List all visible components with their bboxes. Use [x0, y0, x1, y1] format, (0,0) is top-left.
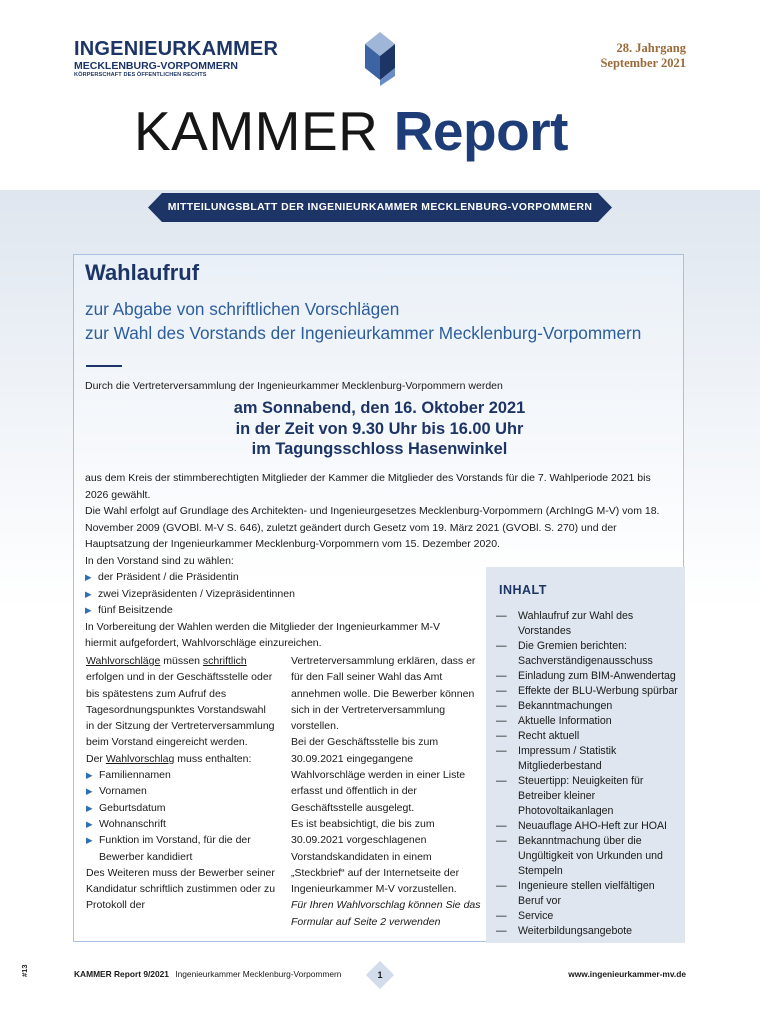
body-paragraph: Die Wahl erfolgt auf Grundlage des Architekten- und Ingenieurgesetzes Mecklenburg-Vorpommern (ArchIngG M-V) vom 18. November 2009 (GVOBl. M-V S. 646), zuletzt geändert durch Gesetz vom 19. März 2021 (GVOBl. S. 270) und der Hauptsatzung der Ingenieurkammer Mecklenburg-Vorpommern vom 15. Dezember 2020. [85, 505, 660, 550]
masthead-banner [148, 193, 612, 222]
column-paragraph: Es ist beabsichtigt, die bis zum 30.09.2021 vorgeschlagenen Vorstandskandidaten in einem „Steckbrief“ auf der Internetseite der Ingenieurkammer M-V vorzustellen. [291, 817, 460, 896]
toc-title: INHALT [499, 583, 547, 597]
triangle-bullet-icon: ▶ [86, 835, 93, 846]
issue-date: September 2021 [600, 56, 686, 70]
article-subtitle-line1: zur Abgabe von schriftlichen Vorschlägen [85, 299, 400, 319]
list-item: ▶ Vornamen [86, 783, 276, 799]
brand-name: INGENIEURKAMMER [74, 38, 279, 60]
footer-issue: KAMMER Report 9/2021 [74, 969, 169, 979]
triangle-bullet-icon: ▶ [86, 770, 93, 781]
proposal-requirements-list [86, 767, 276, 865]
article-subtitle [85, 297, 641, 345]
brand-block [74, 38, 278, 79]
list-item: ▶ Geburtsdatum [86, 800, 276, 816]
column-paragraph: Der Wahlvorschlag muss enthalten: [86, 752, 252, 765]
toc-item[interactable]: — Einladung zum BIM-Anwendertag [496, 670, 676, 682]
list-item: ▶ fünf Beisitzende [85, 602, 675, 619]
list-item: ▶ der Präsident / die Präsidentin [85, 569, 675, 586]
masthead-title [134, 98, 568, 164]
column-paragraph: Wahlvorschläge müssen schriftlich erfolgen und in der Geschäftsstelle oder bis spätestens zum Aufruf des Tagesordnungspunktes Vorstandswahl in der Sitzung der Vertreterversammlung beim Vorstand eingereicht werden. [86, 655, 275, 749]
column-paragraph: Bei der Geschäftsstelle bis zum 30.09.2021 eingegangene Wahlvorschläge werden in einer Liste erfasst und öffentlich in der Geschäftsstelle ausgelegt. [291, 736, 466, 814]
chamber-logo-icon [365, 32, 395, 86]
masthead-word-kammer: KAMMER [134, 100, 379, 162]
article-column-right [291, 653, 485, 930]
brand-legal-form: KÖRPERSCHAFT DES ÖFFENTLICHEN RECHTS [74, 72, 207, 78]
toc-item[interactable]: — Ingenieure stellen vielfältigen Beruf vor [496, 880, 655, 907]
issue-year: 28. Jahrgang [616, 41, 686, 55]
toc-item[interactable]: — Bekanntmachung über die Ungültigkeit von Urkunden und Stempeln [496, 835, 663, 877]
page-number-text: 1 [377, 970, 383, 980]
column-paragraph: Vertreterversammlung erklären, dass er für den Fall seiner Wahl das Amt annehmen wolle. Die Bewerber können sich in der Vertreterversammlung vorstellen. [291, 655, 476, 733]
list-item: ▶ Wohnanschrift [86, 816, 276, 832]
toc-item[interactable]: — Bekanntmachungen [496, 700, 613, 712]
masthead-word-report: Report [393, 100, 568, 162]
toc-item[interactable]: — Recht aktuell [496, 730, 580, 742]
footer-publisher: Ingenieurkammer Mecklenburg-Vorpommern [175, 969, 342, 979]
election-highlight [74, 398, 685, 460]
body-paragraph: In Vorbereitung der Wahlen werden die Mitglieder der Ingenieurkammer M-V hiermit aufgefordert, Wahlvorschläge einzureichen. [85, 620, 441, 649]
page-side-id: #13 [20, 964, 29, 977]
triangle-bullet-icon: ▶ [86, 786, 93, 797]
election-date: am Sonnabend, den 16. Oktober 2021 [233, 399, 526, 417]
footer-publication [74, 969, 341, 979]
title-divider [86, 365, 122, 367]
table-of-contents [486, 567, 685, 943]
toc-item[interactable]: — Impressum / Statistik Mitgliederbestand [496, 745, 617, 772]
article-column-left [86, 653, 276, 914]
body-paragraph: aus dem Kreis der stimmberechtigten Mitglieder der Kammer die Mitglieder des Vorstands für die 7. Wahlperiode 2021 bis 2026 gewählt. [85, 472, 651, 501]
toc-item[interactable]: — Neuauflage AHO-Heft zur HOAI [496, 820, 667, 832]
toc-item[interactable]: — Service [496, 910, 554, 922]
election-time: in der Zeit von 9.30 Uhr bis 16.00 Uhr [235, 419, 524, 438]
toc-list [496, 609, 682, 939]
page-number [367, 962, 393, 988]
column-paragraph-italic: Für Ihren Wahlvorschlag können Sie das Formular auf Seite 2 verwenden [291, 899, 481, 928]
toc-item[interactable]: — Die Gremien berichten: Sachverständigenausschuss [496, 640, 653, 667]
toc-item[interactable]: — Wahlaufruf zur Wahl des Vorstandes [496, 610, 634, 637]
triangle-bullet-icon: ▶ [85, 588, 92, 599]
list-item: ▶ Funktion im Vorstand, für die der Bewerber kandidiert [86, 834, 251, 863]
election-venue: im Tagungsschloss Hasenwinkel [251, 440, 508, 458]
triangle-bullet-icon: ▶ [86, 818, 93, 829]
triangle-bullet-icon: ▶ [86, 802, 93, 813]
toc-item[interactable]: — Weiterbildungsangebote [496, 925, 633, 937]
list-item: ▶ Familiennamen [86, 767, 276, 783]
triangle-bullet-icon: ▶ [85, 605, 92, 615]
article-title: Wahlaufruf [85, 260, 200, 285]
article-subtitle-line2: zur Wahl des Vorstands der Ingenieurkammer Mecklenburg-Vorpommern [85, 323, 642, 343]
list-item: ▶ zwei Vizepräsidenten / Vizepräsidentinnen [85, 586, 675, 603]
banner-text: MITTEILUNGSBLATT DER INGENIEURKAMMER MECKLENBURG-VORPOMMERN [167, 202, 593, 213]
column-paragraph: Des Weiteren muss der Bewerber seiner Kandidatur schriftlich zustimmen oder zu Protokoll der [86, 866, 276, 912]
brand-region: MECKLENBURG-VORPOMMERN [74, 60, 238, 72]
triangle-bullet-icon: ▶ [85, 572, 92, 582]
body-paragraph: In den Vorstand sind zu wählen: [85, 554, 234, 567]
toc-item[interactable]: — Steuertipp: Neuigkeiten für Betreiber kleiner Photovoltaikanlagen [496, 775, 644, 817]
issue-info [600, 41, 686, 71]
toc-item[interactable]: — Aktuelle Information [496, 715, 612, 727]
footer-website-link[interactable]: www.ingenieurkammer-mv.de [568, 969, 686, 979]
article-intro: Durch die Vertreterversammlung der Ingenieurkammer Mecklenburg-Vorpommern werden [85, 380, 503, 392]
toc-item[interactable]: — Effekte der BLU-Werbung spürbar [496, 685, 678, 697]
